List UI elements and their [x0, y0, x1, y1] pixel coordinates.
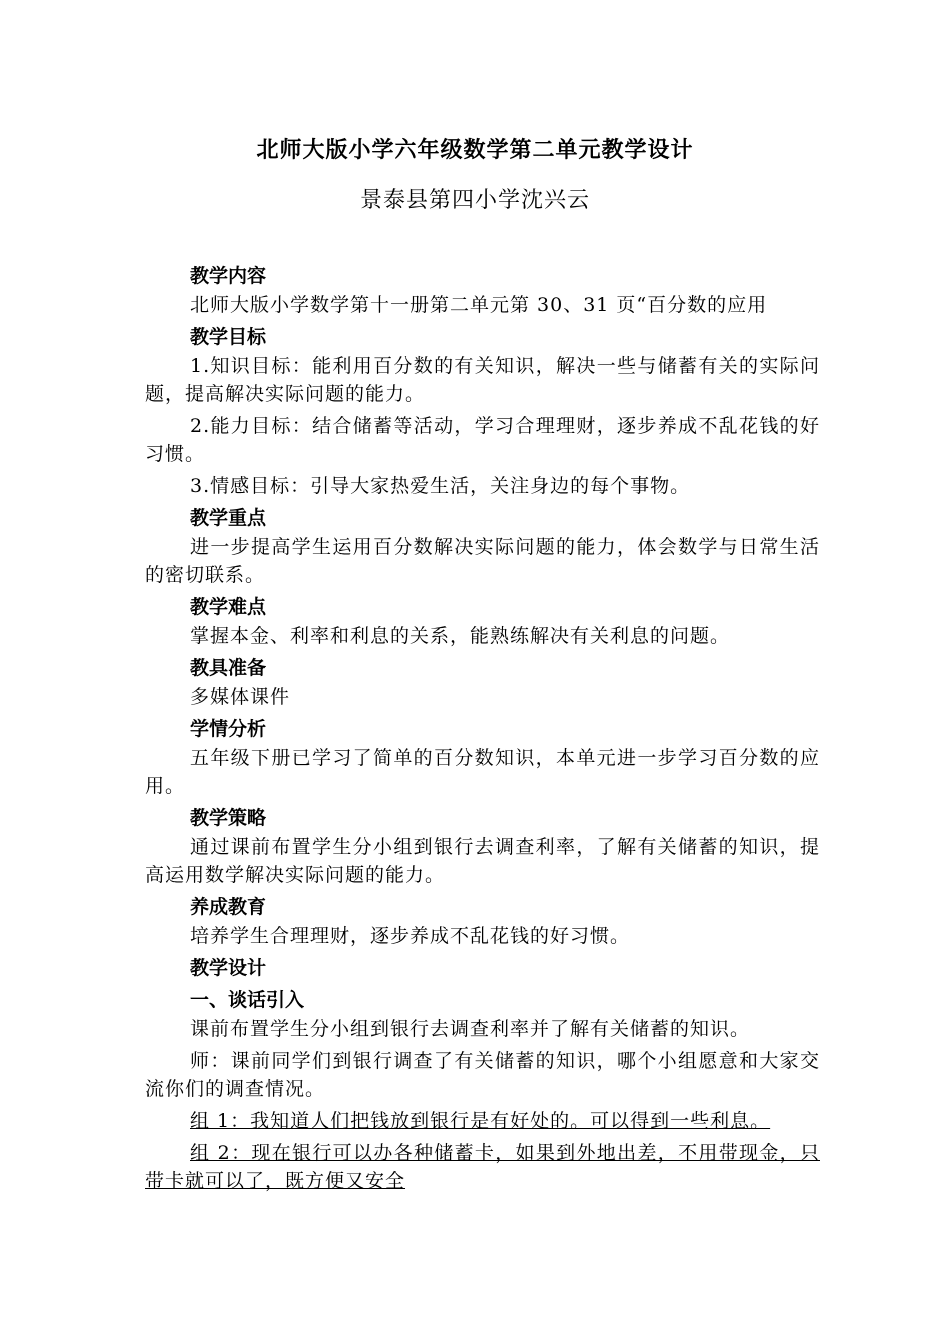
heading-habit: 养成教育	[190, 896, 267, 918]
goal-item-2: 2.能力目标：结合储蓄等活动，学习合理理财，逐步养成不乱花钱的好习惯。	[145, 415, 820, 465]
heading-key: 教学重点	[190, 507, 267, 529]
paragraph-habit: 培养学生合理理财，逐步养成不乱花钱的好习惯。	[190, 925, 631, 947]
heading-difficulty: 教学难点	[190, 596, 267, 618]
heading-content: 教学内容	[190, 265, 267, 287]
paragraph-analysis: 五年级下册已学习了简单的百分数知识，本单元进一步学习百分数的应用。	[145, 747, 820, 797]
goal-item-1: 1.知识目标：能利用百分数的有关知识，解决一些与储蓄有关的实际问题，提高解决实际问题的能力。	[145, 355, 820, 405]
document-title: 北师大版小学六年级数学第二单元教学设计	[256, 138, 694, 163]
paragraph-key: 进一步提高学生运用百分数解决实际问题的能力，体会数学与日常生活的密切联系。	[145, 536, 820, 586]
paragraph-difficulty: 掌握本金、利率和利息的关系，能熟练解决有关利息的问题。	[190, 625, 731, 647]
heading-strategy: 教学策略	[190, 807, 267, 829]
heading-design: 教学设计	[190, 957, 267, 979]
heading-goals: 教学目标	[190, 326, 267, 348]
goal-item-3: 3.情感目标：引导大家热爱生活，关注身边的每个事物。	[190, 475, 691, 497]
paragraph-design-2: 师：课前同学们到银行调查了有关储蓄的知识，哪个小组愿意和大家交流你们的调查情况。	[145, 1050, 820, 1100]
heading-analysis: 学情分析	[190, 718, 267, 740]
document-author: 景泰县第四小学沈兴云	[359, 188, 590, 213]
heading-tools: 教具准备	[190, 657, 267, 679]
document-body	[145, 258, 820, 1199]
paragraph-design-1: 课前布置学生分小组到银行去调查利率并了解有关储蓄的知识。	[190, 1018, 751, 1040]
group-2-answer: 组 2：现在银行可以办各种储蓄卡，如果到外地出差，不用带现金，只带卡就可以了，既方便又安全	[145, 1142, 820, 1192]
paragraph-content: 北师大版小学数学第十一册第二单元第 30、31 页“百分数的应用	[190, 294, 768, 316]
paragraph-strategy: 通过课前布置学生分小组到银行去调查利率，了解有关储蓄的知识，提高运用数学解决实际问题的能力。	[145, 836, 820, 886]
group-1-answer: 组 1：我知道人们把钱放到银行是有好处的。可以得到一些利息。	[190, 1110, 771, 1132]
subheading-intro: 一、谈话引入	[190, 989, 305, 1011]
paragraph-tools: 多媒体课件	[190, 686, 291, 708]
